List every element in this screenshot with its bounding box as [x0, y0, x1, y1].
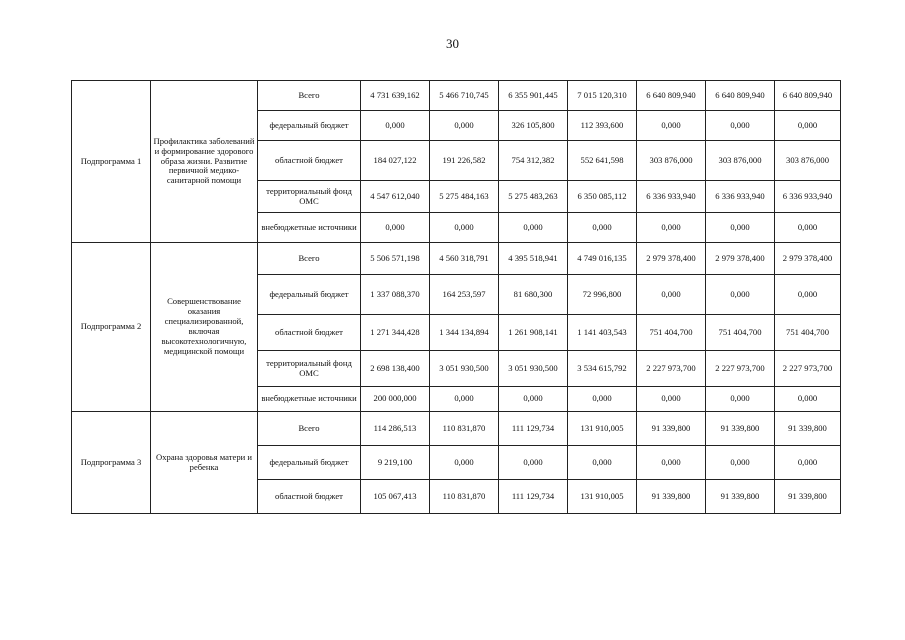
value-cell: 303 876,000	[637, 141, 706, 181]
value-cell: 0,000	[706, 275, 775, 315]
value-cell: 6 350 085,112	[568, 181, 637, 213]
value-cell: 0,000	[499, 213, 568, 243]
value-cell: 105 067,413	[361, 480, 430, 514]
value-cell: 0,000	[637, 387, 706, 412]
value-cell: 131 910,005	[568, 412, 637, 446]
value-cell: 4 395 518,941	[499, 243, 568, 275]
value-cell: 2 698 138,400	[361, 351, 430, 387]
value-cell: 0,000	[637, 111, 706, 141]
funding-source-cell: Всего	[258, 243, 361, 275]
value-cell: 0,000	[430, 446, 499, 480]
value-cell: 0,000	[568, 387, 637, 412]
value-cell: 6 336 933,940	[775, 181, 841, 213]
value-cell: 0,000	[499, 387, 568, 412]
value-cell: 91 339,800	[706, 412, 775, 446]
value-cell: 5 275 484,163	[430, 181, 499, 213]
value-cell: 6 336 933,940	[706, 181, 775, 213]
funding-source-cell: территориальный фонд ОМС	[258, 181, 361, 213]
value-cell: 3 051 930,500	[499, 351, 568, 387]
value-cell: 91 339,800	[637, 412, 706, 446]
value-cell: 0,000	[568, 446, 637, 480]
value-cell: 91 339,800	[637, 480, 706, 514]
funding-source-cell: областной бюджет	[258, 141, 361, 181]
value-cell: 6 640 809,940	[637, 81, 706, 111]
value-cell: 2 979 378,400	[775, 243, 841, 275]
table-row	[72, 412, 841, 446]
value-cell: 9 219,100	[361, 446, 430, 480]
value-cell: 7 015 120,310	[568, 81, 637, 111]
value-cell: 0,000	[775, 213, 841, 243]
value-cell: 751 404,700	[706, 315, 775, 351]
funding-source-cell: федеральный бюджет	[258, 446, 361, 480]
value-cell: 6 336 933,940	[637, 181, 706, 213]
program-cell: Подпрограмма 3	[72, 412, 151, 514]
value-cell: 0,000	[775, 275, 841, 315]
value-cell: 1 261 908,141	[499, 315, 568, 351]
funding-source-cell: областной бюджет	[258, 315, 361, 351]
value-cell: 0,000	[430, 111, 499, 141]
value-cell: 110 831,870	[430, 480, 499, 514]
value-cell: 2 227 973,700	[706, 351, 775, 387]
value-cell: 1 344 134,894	[430, 315, 499, 351]
value-cell: 184 027,122	[361, 141, 430, 181]
value-cell: 91 339,800	[775, 480, 841, 514]
value-cell: 751 404,700	[637, 315, 706, 351]
value-cell: 4 547 612,040	[361, 181, 430, 213]
funding-source-cell: внебюджетные источники	[258, 387, 361, 412]
value-cell: 0,000	[361, 213, 430, 243]
value-cell: 0,000	[430, 387, 499, 412]
program-name-cell: Совершенствование оказания специализированной, включая высокотехнологичную, медицинской помощи	[151, 243, 258, 412]
budget-table	[71, 80, 841, 514]
funding-source-cell: федеральный бюджет	[258, 275, 361, 315]
value-cell: 0,000	[775, 387, 841, 412]
value-cell: 0,000	[637, 446, 706, 480]
program-cell: Подпрограмма 2	[72, 243, 151, 412]
budget-table-body	[72, 81, 841, 514]
value-cell: 6 640 809,940	[706, 81, 775, 111]
value-cell: 0,000	[637, 213, 706, 243]
table-row	[72, 81, 841, 111]
value-cell: 1 141 403,543	[568, 315, 637, 351]
value-cell: 0,000	[706, 213, 775, 243]
page-number: 30	[446, 36, 459, 51]
value-cell: 114 286,513	[361, 412, 430, 446]
value-cell: 303 876,000	[706, 141, 775, 181]
table-row	[72, 243, 841, 275]
value-cell: 0,000	[706, 446, 775, 480]
value-cell: 3 051 930,500	[430, 351, 499, 387]
value-cell: 0,000	[568, 213, 637, 243]
value-cell: 2 227 973,700	[775, 351, 841, 387]
value-cell: 191 226,582	[430, 141, 499, 181]
value-cell: 326 105,800	[499, 111, 568, 141]
funding-source-cell: Всего	[258, 81, 361, 111]
value-cell: 110 831,870	[430, 412, 499, 446]
value-cell: 303 876,000	[775, 141, 841, 181]
value-cell: 164 253,597	[430, 275, 499, 315]
value-cell: 2 227 973,700	[637, 351, 706, 387]
funding-source-cell: Всего	[258, 412, 361, 446]
value-cell: 4 731 639,162	[361, 81, 430, 111]
value-cell: 0,000	[775, 446, 841, 480]
value-cell: 2 979 378,400	[706, 243, 775, 275]
value-cell: 6 355 901,445	[499, 81, 568, 111]
value-cell: 2 979 378,400	[637, 243, 706, 275]
value-cell: 0,000	[361, 111, 430, 141]
program-cell: Подпрограмма 1	[72, 81, 151, 243]
value-cell: 754 312,382	[499, 141, 568, 181]
value-cell: 3 534 615,792	[568, 351, 637, 387]
value-cell: 4 560 318,791	[430, 243, 499, 275]
value-cell: 111 129,734	[499, 412, 568, 446]
funding-source-cell: федеральный бюджет	[258, 111, 361, 141]
value-cell: 0,000	[775, 111, 841, 141]
value-cell: 552 641,598	[568, 141, 637, 181]
value-cell: 111 129,734	[499, 480, 568, 514]
value-cell: 5 506 571,198	[361, 243, 430, 275]
value-cell: 0,000	[637, 275, 706, 315]
funding-source-cell: областной бюджет	[258, 480, 361, 514]
funding-source-cell: территориальный фонд ОМС	[258, 351, 361, 387]
value-cell: 751 404,700	[775, 315, 841, 351]
program-name-cell: Профилактика заболеваний и формирование здорового образа жизни. Развитие первичной медико-санитарной помощи	[151, 81, 258, 243]
value-cell: 91 339,800	[706, 480, 775, 514]
value-cell: 91 339,800	[775, 412, 841, 446]
value-cell: 6 640 809,940	[775, 81, 841, 111]
value-cell: 112 393,600	[568, 111, 637, 141]
program-name-cell: Охрана здоровья матери и ребенка	[151, 412, 258, 514]
value-cell: 5 275 483,263	[499, 181, 568, 213]
value-cell: 5 466 710,745	[430, 81, 499, 111]
value-cell: 81 680,300	[499, 275, 568, 315]
value-cell: 72 996,800	[568, 275, 637, 315]
value-cell: 0,000	[430, 213, 499, 243]
value-cell: 0,000	[499, 446, 568, 480]
funding-source-cell: внебюджетные источники	[258, 213, 361, 243]
value-cell: 200 000,000	[361, 387, 430, 412]
value-cell: 1 271 344,428	[361, 315, 430, 351]
value-cell: 131 910,005	[568, 480, 637, 514]
value-cell: 0,000	[706, 111, 775, 141]
value-cell: 1 337 088,370	[361, 275, 430, 315]
value-cell: 4 749 016,135	[568, 243, 637, 275]
value-cell: 0,000	[706, 387, 775, 412]
